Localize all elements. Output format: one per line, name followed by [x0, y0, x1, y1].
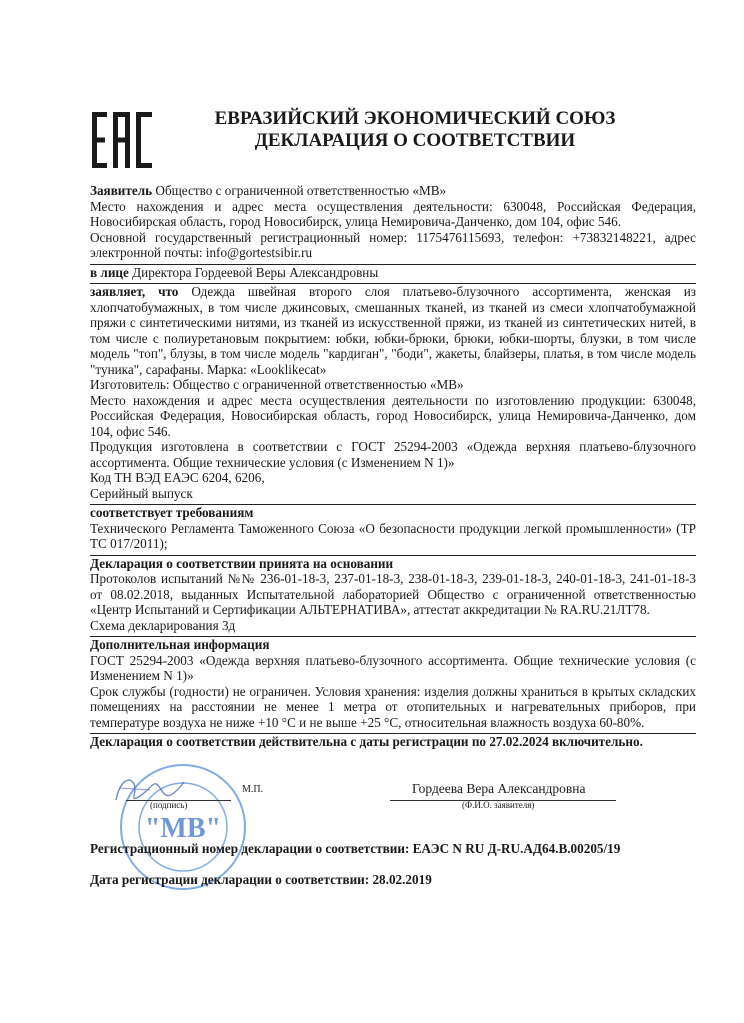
declares-label: заявляет, что [90, 284, 179, 299]
storage-conditions: Срок службы (годности) не ограничен. Условия хранения: изделия должны храниться в крытых складских помещениях на расстоянии не менее 1 метра от отопительных и нагревательных приборов, при температуре воздуха не ниже +10 °С и не выше +25 °С, относительная влажность воздуха 60-80%. [90, 683, 696, 730]
name-caption: (Ф.И.О. заявителя) [462, 800, 535, 810]
basis-text: Протоколов испытаний №№ 236-01-18-3, 237-01-18-3, 238-01-18-3, 239-01-18-3, 240-01-18-3, 241-01-18-3 от 08.02.2018, выданных Испытательной лабораторией Общество с ограниченной ответственностью «Центр Испытаний и Сертификации АЛЬТЕРНАТИВА», аттестат аккредитации № RA.RU.21ЛТ78. [90, 571, 696, 617]
manufacturer-name: Общество с ограниченной ответственностью «МВ» [169, 377, 464, 392]
signatory-name: Гордеева Вера Александровна [412, 781, 586, 796]
registration-number: Регистрационный номер декларации о соответствии: ЕАЭС N RU Д-RU.АД64.В.00205/19 [90, 841, 621, 856]
declaration-scheme: Схема декларирования 3д [90, 617, 236, 633]
requirements-text: Технического Регламента Таможенного Союза «О безопасности продукции легкой промышленности» (ТР ТС 017/2011); [90, 520, 696, 551]
person-name: Директора Гордеевой Веры Александровны [128, 264, 379, 280]
signature-caption: (подпись) [150, 800, 188, 810]
eac-logo [92, 112, 154, 168]
basis-label: Декларация о соответствии принята на основании [90, 555, 696, 572]
document-header [180, 108, 650, 152]
additional-gost: ГОСТ 25294-2003 «Одежда верхняя платьево-блузочного ассортимента. Общие технические условия (с Изменением N 1)» [90, 652, 696, 683]
additional-label: Дополнительная информация [90, 636, 696, 653]
applicant-name: Общество с ограниченной ответственностью «МВ» [152, 183, 447, 198]
requirements-label: соответствует требованиям [90, 504, 696, 521]
registration-date: Дата регистрации декларации о соответствии: 28.02.2019 [90, 872, 432, 887]
validity-statement: Декларация о соответствии действительна с даты регистрации по 27.02.2024 включительно. [90, 733, 696, 750]
declaration-body [90, 183, 696, 750]
product-description: Одежда швейная второго слоя платьево-блузочного ассортимента, женская из хлопчатобумажных, в том числе джинсовых, смешанных тканей, из тканей из смеси хлопчатобумажной пряжи с синтетическими нитями, из тканей из искусственной пряжи, из тканей из синтетических нитей, в том числе с полиуретановым покрытием: юбки, юбки-брюки, брюки, юбки-шорты, блузки, в том числе модель "топ", блузы, в том числе модель "кардиган", "боди", жакеты, блайзеры, платья, в том числе модель "туника", сарафаны. Марка: «Looklikecat» [90, 284, 696, 377]
manufacturer-label: Изготовитель: [90, 377, 170, 392]
applicant-label: Заявитель [90, 183, 153, 198]
stamp-center-text: "МВ" [144, 813, 222, 844]
union-title: ЕВРАЗИЙСКИЙ ЭКОНОМИЧЕСКИЙ СОЮЗ [214, 108, 616, 129]
serial-output: Серийный выпуск [90, 485, 193, 501]
product-standard: Продукция изготовлена в соответствии с ГОСТ 25294-2003 «Одежда верхняя платьево-блузочного ассортимента. Общие технические условия (с Изменением N 1)» [90, 439, 696, 470]
person-label: в лице [90, 264, 129, 280]
seal-place-label: М.П. [242, 784, 264, 795]
declaration-title: ДЕКЛАРАЦИЯ О СООТВЕТСТВИИ [254, 130, 576, 151]
applicant-registration: Основной государственный регистрационный номер: 1175476115693, телефон: +73832148221, адрес электронной почты: info@gortestsibir.ru [90, 229, 696, 260]
manufacturer-address: Место нахождения и адрес места осуществления деятельности по изготовлению продукции: 630048, Российская Федерация, Новосибирская область, город Новосибирск, улица Немировича-Данченко, дом 104, офис 546. [90, 392, 696, 439]
tn-ved-code: Код ТН ВЭД ЕАЭС 6204, 6206, [90, 470, 265, 485]
applicant-address: Место нахождения и адрес места осуществления деятельности: 630048, Российская Федерация, Новосибирская область, город Новосибирск, улица Немировича-Данченко, дом 104, офис 546. [90, 198, 696, 229]
